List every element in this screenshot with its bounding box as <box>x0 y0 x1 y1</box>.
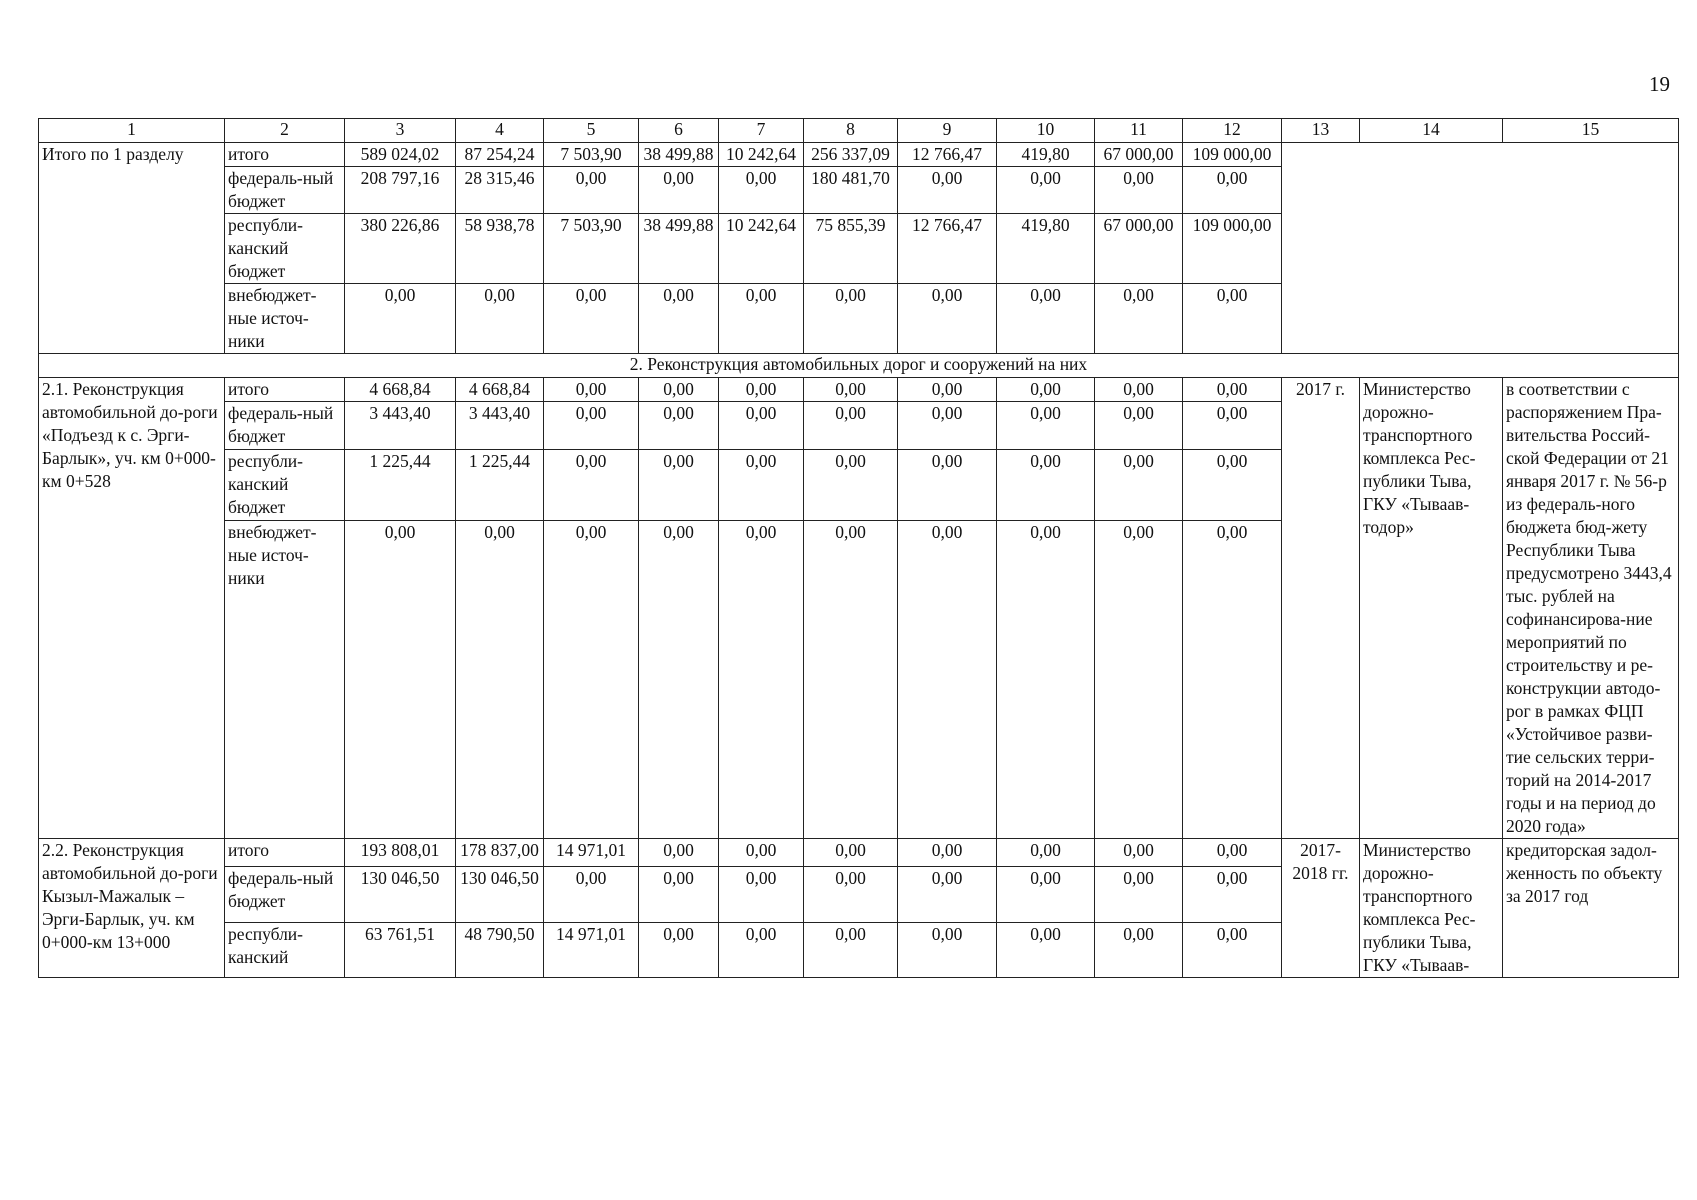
value-cell: 0,00 <box>997 167 1095 214</box>
value-cell: 0,00 <box>898 402 997 450</box>
value-cell: 7 503,90 <box>544 143 639 167</box>
value-cell: 0,00 <box>719 922 804 977</box>
budget-table <box>38 118 1679 978</box>
value-cell: 0,00 <box>1183 378 1282 402</box>
value-cell: 0,00 <box>997 867 1095 922</box>
value-cell: 87 254,24 <box>456 143 544 167</box>
value-cell: 0,00 <box>898 922 997 977</box>
value-cell: 0,00 <box>804 521 898 839</box>
column-numbers-row <box>39 119 1679 143</box>
value-cell: 0,00 <box>898 839 997 867</box>
value-cell: 14 971,01 <box>544 922 639 977</box>
value-cell: 256 337,09 <box>804 143 898 167</box>
column-number: 9 <box>898 119 997 143</box>
value-cell: 0,00 <box>997 402 1095 450</box>
value-cell: 208 797,16 <box>345 167 456 214</box>
value-cell: 193 808,01 <box>345 839 456 867</box>
value-cell: 28 315,46 <box>456 167 544 214</box>
value-cell: 0,00 <box>1095 378 1183 402</box>
empty-cell <box>1282 143 1679 354</box>
value-cell: 0,00 <box>639 284 719 354</box>
value-cell: 0,00 <box>1095 521 1183 839</box>
value-cell: 589 024,02 <box>345 143 456 167</box>
value-cell: 178 837,00 <box>456 839 544 867</box>
column-number: 12 <box>1183 119 1282 143</box>
value-cell: 0,00 <box>804 867 898 922</box>
value-cell: 0,00 <box>719 378 804 402</box>
value-cell: 0,00 <box>1095 922 1183 977</box>
value-cell: 0,00 <box>997 378 1095 402</box>
value-cell: 10 242,64 <box>719 143 804 167</box>
column-number: 13 <box>1282 119 1360 143</box>
value-cell: 380 226,86 <box>345 214 456 284</box>
value-cell: 0,00 <box>719 839 804 867</box>
value-cell: 0,00 <box>997 839 1095 867</box>
value-cell: 0,00 <box>719 402 804 450</box>
value-cell: 12 766,47 <box>898 143 997 167</box>
value-cell: 0,00 <box>1183 402 1282 450</box>
value-cell: 0,00 <box>544 521 639 839</box>
value-cell: 38 499,88 <box>639 143 719 167</box>
table-row <box>39 378 1679 402</box>
funding-source-cell: итого <box>225 143 345 167</box>
value-cell: 0,00 <box>1183 867 1282 922</box>
object-name-cell: Итого по 1 разделу <box>39 143 225 354</box>
value-cell: 75 855,39 <box>804 214 898 284</box>
value-cell: 109 000,00 <box>1183 214 1282 284</box>
object-name-cell: 2.1. Реконструкция автомобильной до-роги «Подъезд к с. Эрги-Барлык», уч. км 0+000-км 0+528 <box>39 378 225 839</box>
value-cell: 0,00 <box>1095 167 1183 214</box>
column-number: 8 <box>804 119 898 143</box>
section-title-row <box>39 354 1679 378</box>
value-cell: 0,00 <box>639 839 719 867</box>
column-number: 4 <box>456 119 544 143</box>
column-number: 14 <box>1360 119 1503 143</box>
value-cell: 0,00 <box>719 867 804 922</box>
value-cell: 67 000,00 <box>1095 143 1183 167</box>
value-cell: 3 443,40 <box>345 402 456 450</box>
value-cell: 0,00 <box>719 284 804 354</box>
value-cell: 0,00 <box>639 167 719 214</box>
value-cell: 0,00 <box>1095 449 1183 520</box>
value-cell: 0,00 <box>544 284 639 354</box>
funding-source-cell: итого <box>225 839 345 867</box>
column-number: 3 <box>345 119 456 143</box>
value-cell: 4 668,84 <box>345 378 456 402</box>
funding-source-cell: внебюджет-ные источ-ники <box>225 284 345 354</box>
funding-source-cell: федераль-ный бюджет <box>225 867 345 922</box>
value-cell: 0,00 <box>639 521 719 839</box>
value-cell: 0,00 <box>456 284 544 354</box>
value-cell: 58 938,78 <box>456 214 544 284</box>
note-cell: кредиторская задол-женность по объекту за 2017 год <box>1503 839 1679 978</box>
note-cell: в соответствии с распоряжением Пра-вительства Россий-ской Федерации от 21 января 2017 г. № 56-р из федераль-ного бюджета бюд-жету Республики Тыва предусмотрено 3443,4 тыс. рублей на софинансирова-ние мероприятий по строительству и ре-конструкции автодо-рог в рамках ФЦП «Устойчивое разви-тие сельских терри-торий на 2014-2017 годы и на период до 2020 года» <box>1503 378 1679 839</box>
column-number: 7 <box>719 119 804 143</box>
funding-source-cell: внебюджет-ные источ-ники <box>225 521 345 839</box>
value-cell: 0,00 <box>345 521 456 839</box>
value-cell: 0,00 <box>639 449 719 520</box>
value-cell: 48 790,50 <box>456 922 544 977</box>
column-number: 1 <box>39 119 225 143</box>
value-cell: 0,00 <box>997 922 1095 977</box>
value-cell: 0,00 <box>804 402 898 450</box>
column-number: 2 <box>225 119 345 143</box>
value-cell: 3 443,40 <box>456 402 544 450</box>
value-cell: 38 499,88 <box>639 214 719 284</box>
value-cell: 0,00 <box>544 867 639 922</box>
value-cell: 419,80 <box>997 214 1095 284</box>
term-cell: 2017 г. <box>1282 378 1360 839</box>
section-title: 2. Реконструкция автомобильных дорог и сооружений на них <box>39 354 1679 378</box>
value-cell: 0,00 <box>804 839 898 867</box>
column-number: 11 <box>1095 119 1183 143</box>
column-number: 5 <box>544 119 639 143</box>
value-cell: 1 225,44 <box>345 449 456 520</box>
value-cell: 0,00 <box>639 922 719 977</box>
value-cell: 0,00 <box>997 449 1095 520</box>
funding-source-cell: республи-канский бюджет <box>225 214 345 284</box>
table-row <box>39 143 1679 167</box>
value-cell: 0,00 <box>544 402 639 450</box>
value-cell: 14 971,01 <box>544 839 639 867</box>
value-cell: 7 503,90 <box>544 214 639 284</box>
value-cell: 0,00 <box>1095 284 1183 354</box>
table-row <box>39 839 1679 867</box>
object-name-cell: 2.2. Реконструкция автомобильной до-роги Кызыл-Мажалык – Эрги-Барлык, уч. км 0+000-км 13+000 <box>39 839 225 978</box>
value-cell: 0,00 <box>997 521 1095 839</box>
value-cell: 0,00 <box>1095 867 1183 922</box>
value-cell: 0,00 <box>898 867 997 922</box>
value-cell: 0,00 <box>1183 521 1282 839</box>
executor-cell: Министерство дорожно-транспортного комплекса Рес-публики Тыва, ГКУ «Тываав- <box>1360 839 1503 978</box>
value-cell: 0,00 <box>345 284 456 354</box>
value-cell: 0,00 <box>1183 284 1282 354</box>
value-cell: 4 668,84 <box>456 378 544 402</box>
value-cell: 0,00 <box>544 167 639 214</box>
value-cell: 130 046,50 <box>456 867 544 922</box>
funding-source-cell: итого <box>225 378 345 402</box>
value-cell: 130 046,50 <box>345 867 456 922</box>
value-cell: 0,00 <box>719 449 804 520</box>
term-cell: 2017-2018 гг. <box>1282 839 1360 978</box>
value-cell: 0,00 <box>804 284 898 354</box>
value-cell: 0,00 <box>997 284 1095 354</box>
value-cell: 1 225,44 <box>456 449 544 520</box>
page-number: 19 <box>1649 72 1670 96</box>
value-cell: 0,00 <box>456 521 544 839</box>
executor-cell: Министерство дорожно-транспортного комплекса Рес-публики Тыва, ГКУ «Тываав-тодор» <box>1360 378 1503 839</box>
value-cell: 109 000,00 <box>1183 143 1282 167</box>
value-cell: 0,00 <box>639 867 719 922</box>
funding-source-cell: республи-канский бюджет <box>225 449 345 520</box>
value-cell: 12 766,47 <box>898 214 997 284</box>
funding-source-cell: федераль-ный бюджет <box>225 167 345 214</box>
value-cell: 0,00 <box>898 449 997 520</box>
funding-source-cell: республи-канский <box>225 922 345 977</box>
value-cell: 180 481,70 <box>804 167 898 214</box>
value-cell: 0,00 <box>639 402 719 450</box>
value-cell: 10 242,64 <box>719 214 804 284</box>
value-cell: 0,00 <box>544 449 639 520</box>
value-cell: 0,00 <box>898 284 997 354</box>
value-cell: 0,00 <box>1183 839 1282 867</box>
value-cell: 0,00 <box>898 167 997 214</box>
value-cell: 0,00 <box>898 521 997 839</box>
value-cell: 0,00 <box>544 378 639 402</box>
column-number: 15 <box>1503 119 1679 143</box>
value-cell: 63 761,51 <box>345 922 456 977</box>
value-cell: 0,00 <box>639 378 719 402</box>
value-cell: 0,00 <box>719 521 804 839</box>
value-cell: 0,00 <box>898 378 997 402</box>
column-number: 10 <box>997 119 1095 143</box>
value-cell: 0,00 <box>804 378 898 402</box>
value-cell: 419,80 <box>997 143 1095 167</box>
value-cell: 0,00 <box>1095 402 1183 450</box>
value-cell: 0,00 <box>719 167 804 214</box>
funding-source-cell: федераль-ный бюджет <box>225 402 345 450</box>
value-cell: 0,00 <box>804 922 898 977</box>
value-cell: 0,00 <box>1183 167 1282 214</box>
value-cell: 0,00 <box>1183 922 1282 977</box>
value-cell: 67 000,00 <box>1095 214 1183 284</box>
value-cell: 0,00 <box>1183 449 1282 520</box>
value-cell: 0,00 <box>804 449 898 520</box>
value-cell: 0,00 <box>1095 839 1183 867</box>
column-number: 6 <box>639 119 719 143</box>
